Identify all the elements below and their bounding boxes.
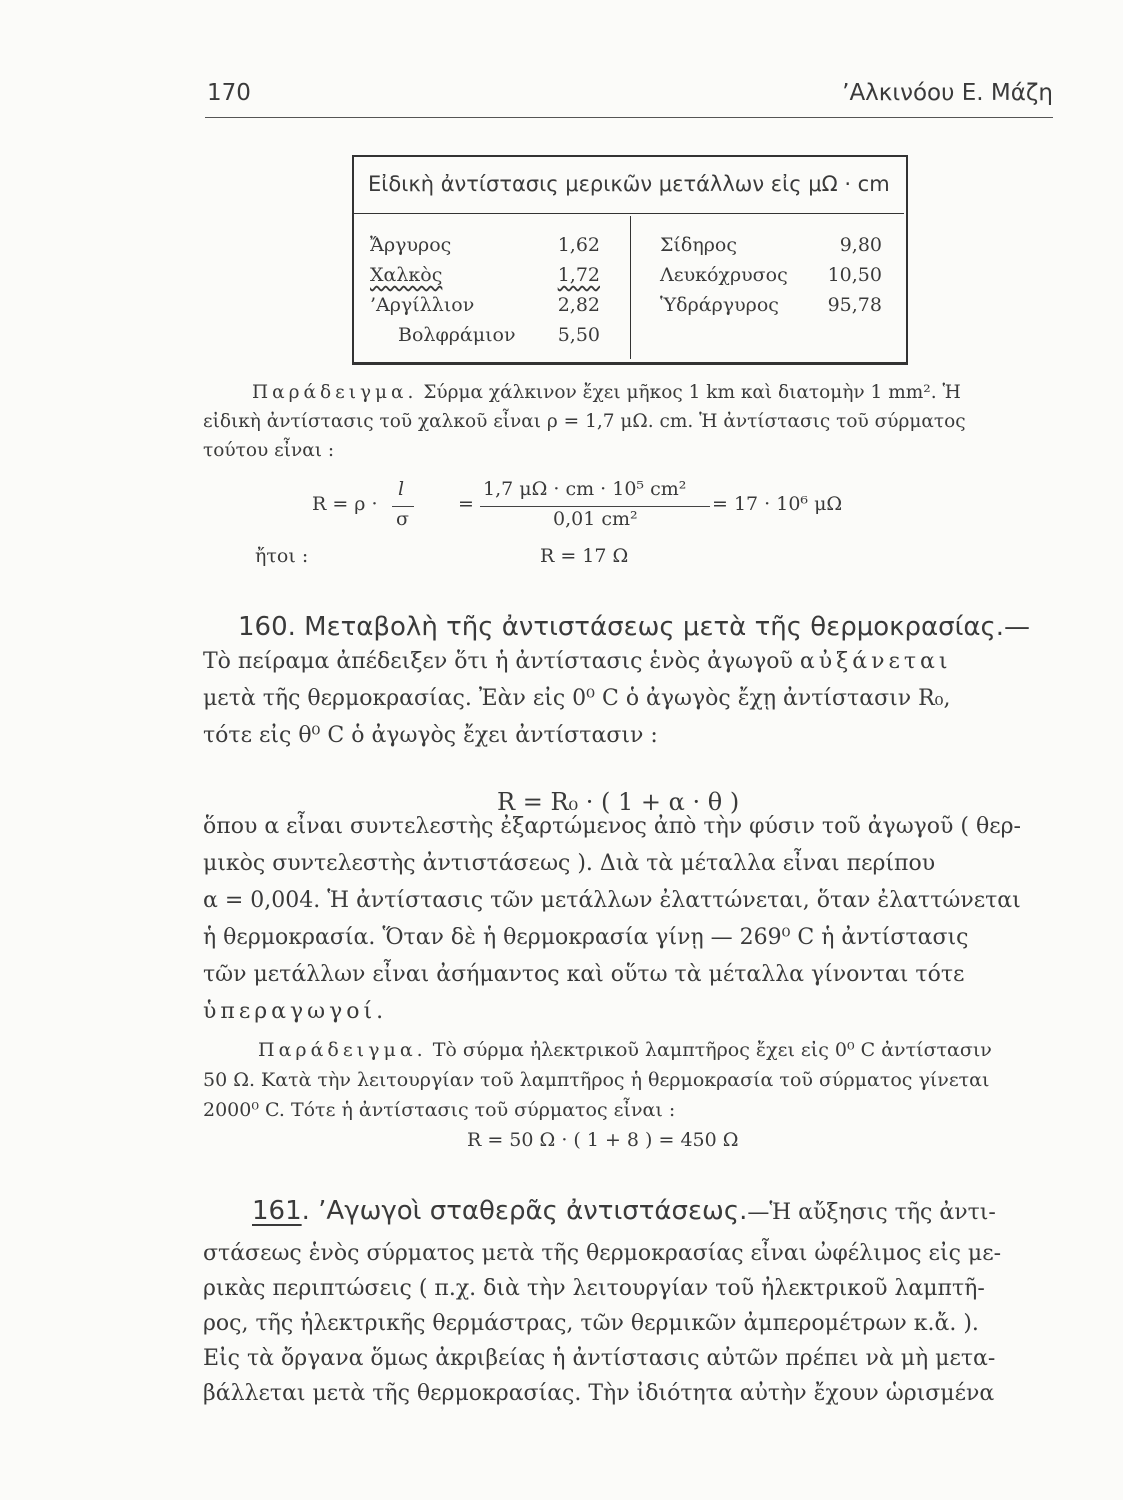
section-161-title: . ’Αγωγοὶ σταθερᾶς ἀντιστάσεως. xyxy=(301,1196,748,1226)
metal-value: 1,62 xyxy=(557,234,600,256)
metal-value: 9,80 xyxy=(839,234,882,256)
body-line: ρος, τῆς ἠλεκτρικῆς θερμάστρας, τῶν θερμικῶν ἀμπερομέτρων κ.ἄ. ). xyxy=(203,1311,979,1336)
running-head-author: ’Αλκινόου Ε. Μάζη xyxy=(842,80,1053,106)
body-line: βάλλεται μετὰ τῆς θερμοκρασίας. Τὴν ἰδιότητα αὐτὴν ἔχουν ὡρισμένα xyxy=(203,1381,995,1406)
body-line: Εἰς τὰ ὄργανα ὅμως ἀκριβείας ἡ ἀντίστασις αὐτῶν πρέπει νὰ μὴ μετα- xyxy=(203,1346,996,1371)
hetoi-label: ἤτοι : xyxy=(255,545,309,567)
formula-sigma: σ xyxy=(396,508,409,530)
formula-numerator: 1,7 μΩ · cm · 10⁵ cm² xyxy=(483,478,687,500)
body-line: ρικὰς περιπτώσεις ( π.χ. διὰ τὴν λειτουργίαν τοῦ ἠλεκτρικοῦ λαμπτῆ- xyxy=(203,1276,985,1301)
emphasized-word: αὐξάνεται xyxy=(799,649,952,674)
section-161-heading-line xyxy=(252,1196,1060,1226)
metal-value: 1,72 xyxy=(557,264,600,286)
temperature-formula: R = R₀ · ( 1 + α · θ ) xyxy=(497,788,740,816)
table-row xyxy=(370,230,600,260)
example-text: Σύρμα χάλκινον ἔχει μῆκος 1 km καὶ διατομὴν 1 mm². Ἡ xyxy=(417,382,961,403)
example-2-formula: R = 50 Ω · ( 1 + 8 ) = 450 Ω xyxy=(467,1129,739,1151)
example-1-paragraph xyxy=(252,378,1060,407)
table-column-divider xyxy=(630,216,631,359)
table-left-column xyxy=(370,230,600,350)
example-1-line-3: τούτου εἶναι : xyxy=(203,440,335,461)
metal-name: Σίδηρος xyxy=(660,234,737,256)
body-line: ὑπεραγωγοί. xyxy=(203,999,388,1024)
metal-value: 10,50 xyxy=(827,264,882,286)
body-line: μικὸς συντελεστὴς ἀντιστάσεως ). Διὰ τὰ μέταλλα εἶναι περίπου xyxy=(203,851,936,876)
metal-name: ’Αργίλλιον xyxy=(370,294,475,316)
body-line: ὅπου α εἶναι συντελεστὴς ἐξαρτώμενος ἀπὸ τὴν φύσιν τοῦ ἀγωγοῦ ( θερ- xyxy=(203,814,1021,839)
fraction-bar xyxy=(480,506,710,507)
body-line: μετὰ τῆς θερμοκρασίας. Ἐὰν εἰς 0⁰ C ὁ ἀγωγὸς ἔχῃ ἀντίστασιν R₀, xyxy=(203,686,951,711)
example-1-line-2: εἰδικὴ ἀντίστασις τοῦ χαλκοῦ εἶναι ρ = 1,7 μΩ. cm. Ἡ ἀντίστασις τοῦ σύρματος xyxy=(203,411,966,432)
section-161-number: 161 xyxy=(252,1196,302,1226)
body-line: στάσεως ἑνὸς σύρματος μετὰ τῆς θερμοκρασίας εἶναι ὠφέλιμος εἰς με- xyxy=(203,1241,1002,1266)
example-2-line-2: 50 Ω. Κατὰ τὴν λειτουργίαν τοῦ λαμπτῆρος ἡ θερμοκρασία τοῦ σύρματος γίνεται xyxy=(203,1069,990,1091)
table-row xyxy=(370,290,600,320)
table-divider xyxy=(354,213,904,214)
section-161-body xyxy=(203,1236,1059,1411)
metal-value: 2,82 xyxy=(557,294,600,316)
metal-value: 5,50 xyxy=(557,324,600,346)
section-160-body-2 xyxy=(203,808,1059,1030)
metal-name: Χαλκὸς xyxy=(370,264,443,286)
formula-l: l xyxy=(398,478,405,500)
metal-name: Λευκόχρυσος xyxy=(660,264,788,286)
formula-result: = 17 · 10⁶ μΩ xyxy=(712,493,843,515)
example-text: Τὸ σύρμα ἠλεκτρικοῦ λαμπτῆρος ἔχει εἰς 0⁰ C ἀντίστασιν xyxy=(426,1039,992,1061)
example-label: Παράδειγμα. xyxy=(258,1039,427,1061)
example-2-line-3: 2000⁰ C. Τότε ἡ ἀντίστασις τοῦ σύρματος εἶναι : xyxy=(203,1099,676,1121)
body-line: τῶν μετάλλων εἶναι ἀσήμαντος καὶ οὕτω τὰ μέταλλα γίνονται τότε xyxy=(203,962,965,987)
section-160-body xyxy=(203,643,1059,754)
formula-equals: = xyxy=(458,493,474,515)
table-row xyxy=(660,230,882,260)
body-line: ἡ θερμοκρασία. Ὅταν δὲ ἡ θερμοκρασία γίνῃ — 269⁰ C ἡ ἀντίστασις xyxy=(203,925,969,950)
section-160-title: 160. Μεταβολὴ τῆς ἀντιστάσεως μετὰ τῆς θερμοκρασίας.— xyxy=(238,612,1031,642)
metal-name: Βολφράμιον xyxy=(398,324,516,346)
table-row xyxy=(370,320,600,350)
page-number: 170 xyxy=(207,80,251,106)
body-line: Τὸ πείραμα ἀπέδειξεν ὅτι ἡ ἀντίστασις ἑνὸς ἀγωγοῦ xyxy=(203,649,793,674)
body-line: —Ἡ αὔξησις τῆς ἀντι- xyxy=(747,1200,996,1225)
table-row xyxy=(660,290,882,320)
example-2-paragraph xyxy=(258,1036,1058,1065)
formula-lhs: R = ρ · xyxy=(312,493,378,515)
body-line: τότε εἰς θ⁰ C ὁ ἀγωγὸς ἔχει ἀντίστασιν : xyxy=(203,723,658,748)
metal-value: 95,78 xyxy=(827,294,882,316)
metal-name: Ἄργυρος xyxy=(370,234,452,256)
table-title: Εἰδικὴ ἀντίστασις μερικῶν μετάλλων εἰς μΩ · cm xyxy=(368,172,890,196)
formula-denominator: 0,01 cm² xyxy=(553,508,638,530)
body-line: α = 0,004. Ἡ ἀντίστασις τῶν μετάλλων ἐλαττώνεται, ὅταν ἐλαττώνεται xyxy=(203,888,1021,913)
example-label: Παράδειγμα. xyxy=(252,382,418,403)
table-right-column xyxy=(660,230,882,320)
fraction-bar xyxy=(392,506,414,507)
table-row xyxy=(660,260,882,290)
table-row xyxy=(370,260,600,290)
formula-final: R = 17 Ω xyxy=(540,545,629,567)
metal-name: Ὑδράργυρος xyxy=(660,294,779,316)
header-rule xyxy=(205,117,1053,118)
